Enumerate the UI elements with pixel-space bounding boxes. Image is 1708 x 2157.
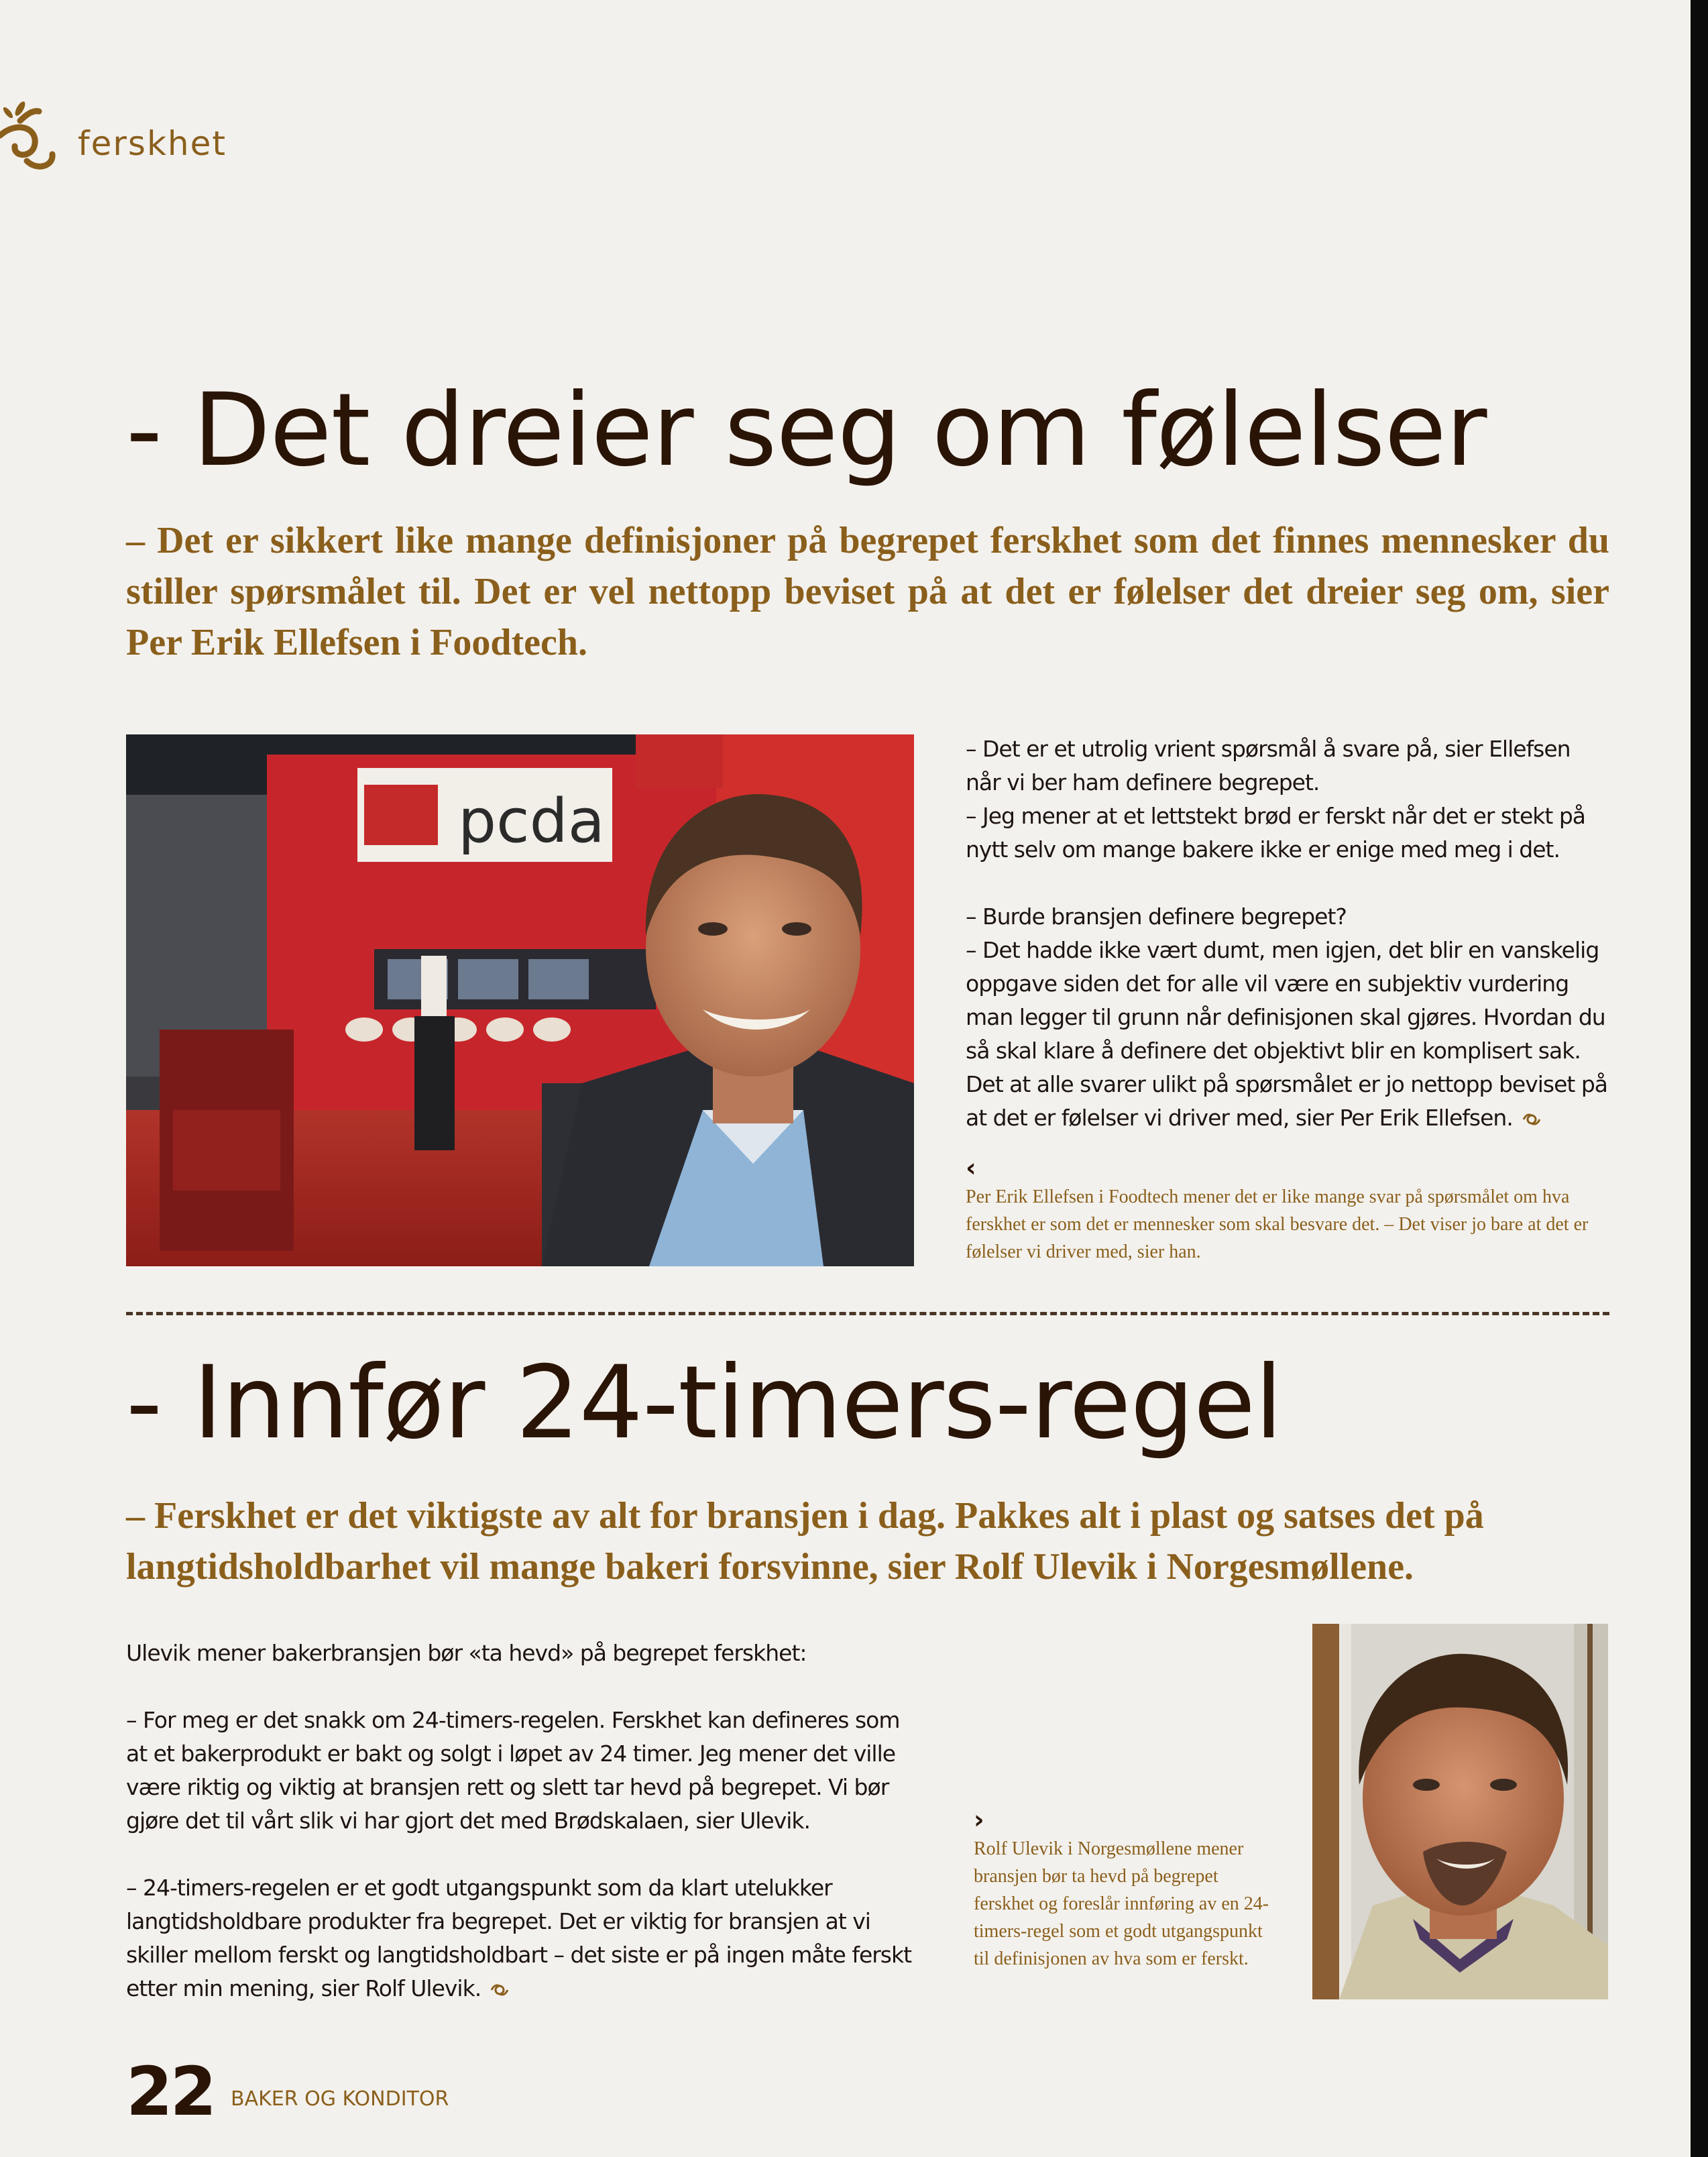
paragraph: – Det er et utrolig vrient spørsmål å svare på, sier Ellefsen når vi ber ham definere begrepet.	[966, 736, 1571, 795]
paragraph: – Burde bransjen definere begrepet?	[966, 903, 1347, 930]
lead-2: – Ferskhet er det viktigste av alt for bransjen i dag. Pakkes alt i plast og satses det på langtidsholdbarhet vil mange bakeri forsvinne, sier Rolf Ulevik i Norgesmøllene.	[126, 1495, 1484, 1588]
paragraph	[966, 934, 1609, 1135]
paragraph-text: – Det hadde ikke vært dumt, men igjen, det blir en vanskelig oppgave siden det for alle vil være en subjektiv vurdering man legger til grunn når definisjonen skal gjøres. Hvordan du så skal klare å definere det objektivt blir en komplisert sak. Det at alle svarer ulikt på spørsmålet er jo nettopp beviset på at det er følelser vi driver med, sier Per Erik Ellefsen.	[966, 937, 1608, 1131]
paragraph: – Jeg mener at et lettstekt brød er ferskt når det er stekt på nytt selv om mange bakere ikke er enige med meg i det.	[966, 803, 1585, 863]
section-divider	[126, 1312, 1609, 1315]
caption-arrow-icon: ›	[974, 1805, 984, 1834]
caption-text: Per Erik Ellefsen i Foodtech mener det er like mange svar på spørsmålet om hva ferskhet er som det er mennesker som skal besvare det. – Det viser jo bare at det er følelser vi driver med, sier han.	[966, 1186, 1589, 1262]
magazine-name: BAKER OG KONDITOR	[231, 2087, 449, 2111]
caption-ellefsen	[966, 1152, 1609, 1266]
end-mark-icon	[490, 1981, 509, 1999]
photo-ulevik	[1312, 1624, 1608, 1999]
page-edge	[1691, 0, 1708, 2157]
paragraph: Ulevik mener bakerbransjen bør «ta hevd» på begrepet ferskhet:	[126, 1640, 807, 1666]
flourish-icon	[0, 94, 60, 174]
caption-text: Rolf Ulevik i Norgesmøllene mener bransjen bør ta hevd på begrepet ferskhet og foreslår innføring av en 24-timers-regel som et godt utgangspunkt til definisjonen av hva som er ferskt.	[974, 1838, 1269, 1969]
caption-ulevik	[974, 1804, 1275, 1973]
lead-1: – Det er sikkert like mange definisjoner på begrepet ferskhet som det finnes mennesker du stiller spørsmålet til. Det er vel nettopp beviset på at det er følelser det dreier seg om, sier Per Erik Ellefsen i Foodtech.	[126, 520, 1609, 663]
end-mark-icon	[1522, 1110, 1541, 1129]
page-number: 22	[126, 2052, 215, 2131]
photo-sign-text: pcda	[458, 786, 605, 856]
article1-body	[966, 732, 1609, 1135]
headline-2: - Innfør 24-timers-regel	[126, 1345, 1282, 1461]
paragraph	[126, 1871, 914, 2005]
article2-body	[126, 1637, 914, 2005]
section-tag: ferskhet	[78, 124, 227, 163]
photo-ellefsen	[126, 734, 914, 1266]
headline-1: - Det dreier seg om følelser	[126, 372, 1487, 489]
caption-arrow-icon: ‹	[966, 1153, 976, 1182]
paragraph-text: – 24-timers-regelen er et godt utgangspunkt som da klart utelukker langtidsholdbare produkter fra begrepet. Det er viktig for bransjen at vi skiller mellom ferskt og langtidsholdbart – det siste er på ingen måte ferskt etter min mening, sier Rolf Ulevik.	[126, 1875, 912, 2001]
paragraph: – For meg er det snakk om 24-timers-regelen. Ferskhet kan defineres som at et bakerprodukt er bakt og solgt i løpet av 24 timer. Jeg mener det ville være riktig og viktig at bransjen rett og slett tar hevd på begrepet. Vi bør gjøre det til vårt slik vi har gjort det med Brødskalaen, sier Ulevik.	[126, 1707, 900, 1834]
